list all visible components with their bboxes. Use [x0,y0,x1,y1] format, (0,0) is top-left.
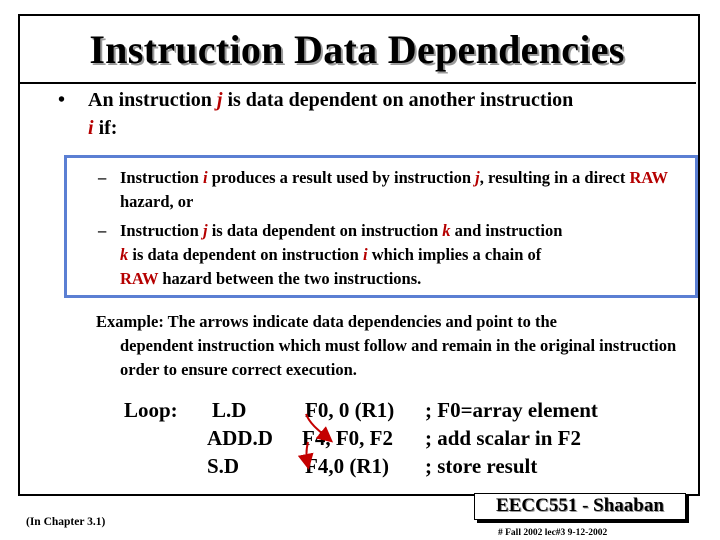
example-rest: dependent instruction which must follow and remain in the original instruction order to ensure correct execution. [120,336,677,379]
cond2-part4: is data dependent on instruction [128,245,363,264]
cond1-part3: , resulting in a direct [479,168,630,187]
cond2-var-i: i [362,245,368,264]
cond2-var-k: k [442,221,451,240]
dash-symbol: – [98,221,107,240]
example-paragraph [96,310,696,382]
example-first-line: Example: The arrows indicate data dependencies and point to the [96,312,557,331]
slide-title: Instruction Data Dependencies [89,27,625,72]
cond1-part1: Instruction [120,168,203,187]
cond1-var-j: j [475,168,480,187]
cond2-part1: Instruction [120,221,203,240]
code-op: L.D [212,398,247,422]
main-bullet-text [88,86,698,142]
condition-2 [98,219,688,291]
course-brand-box: EECC551 - Shaaban [474,493,686,520]
lecture-info: # Fall 2002 lec#3 9-12-2002 [498,528,608,538]
code-comment: ; F0=array element [425,398,598,422]
code-label: Loop: [124,398,178,422]
cond2-part5: which implies a chain of [367,245,542,264]
cond2-part6: hazard between the two instructions. [158,269,422,288]
code-op: ADD.D [207,426,273,450]
code-args: F4,0 (R1) [305,454,389,478]
bullet-part2: is data dependent on another instruction [222,89,574,111]
cond1-part4: hazard, or [120,192,194,211]
cond2-part3: and instruction [450,221,563,240]
cond1-part2: produces a result used by instruction [207,168,476,187]
chapter-reference: (In Chapter 3.1) [26,516,106,528]
bullet-part3: if: [93,117,118,139]
condition-2-text [120,219,688,291]
title-bar [18,14,696,84]
dash-symbol: – [98,168,107,187]
code-comment: ; store result [425,454,538,478]
bullet-symbol: • [58,89,66,111]
main-bullet [58,86,698,142]
cond2-raw: RAW [120,269,159,288]
condition-1-text [120,166,688,214]
bullet-var-i: i [88,117,94,139]
cond2-var-k2: k [120,245,129,264]
cond2-var-j: j [202,221,208,240]
condition-1 [98,166,688,214]
bullet-part1: An instruction [88,89,217,111]
code-comment: ; add scalar in F2 [425,426,581,450]
bullet-var-j: j [216,89,223,111]
code-op: S.D [207,454,240,478]
cond2-part2: is data dependent on instruction [207,221,443,240]
code-args: F0, 0 (R1) [305,398,395,422]
code-args: F4, F0, F2 [302,426,393,450]
cond1-var-i: i [202,168,208,187]
cond1-raw: RAW [629,168,668,187]
